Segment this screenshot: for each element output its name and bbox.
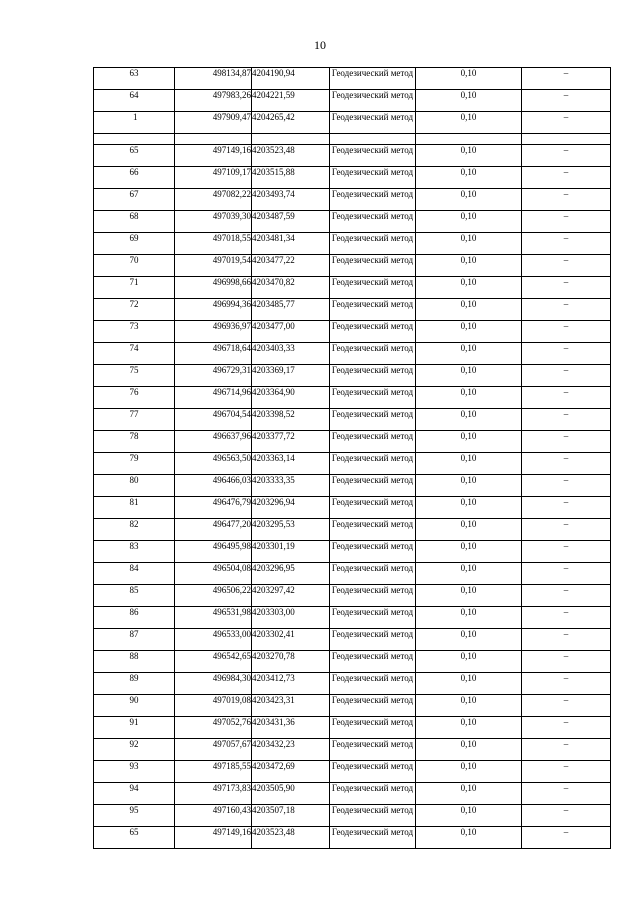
table-row xyxy=(94,409,611,431)
table-row xyxy=(94,673,611,695)
table-spacer-row xyxy=(94,134,611,145)
x-coordinate-cell: 496495,98 xyxy=(175,541,252,563)
point-number-cell: 64 xyxy=(94,90,175,112)
x-coordinate-cell: 497019,54 xyxy=(175,255,252,277)
x-coordinate-cell: 496466,03 xyxy=(175,475,252,497)
y-coordinate-cell: 4203472,69 xyxy=(252,761,330,783)
x-coordinate-cell: 496504,08 xyxy=(175,563,252,585)
coordinates-table-body xyxy=(94,68,611,849)
description-cell: – xyxy=(522,112,611,134)
method-cell: Геодезический метод xyxy=(330,365,416,387)
precision-cell: 0,10 xyxy=(416,145,522,167)
table-row xyxy=(94,189,611,211)
y-coordinate-cell: 4203470,82 xyxy=(252,277,330,299)
point-number-cell: 89 xyxy=(94,673,175,695)
x-coordinate-cell: 496718,64 xyxy=(175,343,252,365)
table-row xyxy=(94,739,611,761)
point-number-cell: 70 xyxy=(94,255,175,277)
description-cell: – xyxy=(522,563,611,585)
precision-cell: 0,10 xyxy=(416,365,522,387)
y-coordinate-cell: 4203423,31 xyxy=(252,695,330,717)
precision-cell: 0,10 xyxy=(416,717,522,739)
x-coordinate-cell: 496476,79 xyxy=(175,497,252,519)
point-number-cell: 74 xyxy=(94,343,175,365)
precision-cell: 0,10 xyxy=(416,563,522,585)
x-coordinate-cell: 498134,87 xyxy=(175,68,252,90)
precision-cell: 0,10 xyxy=(416,783,522,805)
empty-cell xyxy=(94,134,175,145)
table-row xyxy=(94,387,611,409)
description-cell: – xyxy=(522,783,611,805)
point-number-cell: 86 xyxy=(94,607,175,629)
empty-cell xyxy=(522,134,611,145)
y-coordinate-cell: 4203477,00 xyxy=(252,321,330,343)
description-cell: – xyxy=(522,255,611,277)
point-number-cell: 75 xyxy=(94,365,175,387)
description-cell: – xyxy=(522,453,611,475)
point-number-cell: 69 xyxy=(94,233,175,255)
y-coordinate-cell: 4203523,48 xyxy=(252,145,330,167)
precision-cell: 0,10 xyxy=(416,475,522,497)
precision-cell: 0,10 xyxy=(416,68,522,90)
x-coordinate-cell: 497149,16 xyxy=(175,145,252,167)
point-number-cell: 87 xyxy=(94,629,175,651)
empty-cell xyxy=(175,134,252,145)
table-row xyxy=(94,827,611,849)
point-number-cell: 73 xyxy=(94,321,175,343)
table-row xyxy=(94,629,611,651)
method-cell: Геодезический метод xyxy=(330,255,416,277)
empty-cell xyxy=(252,134,330,145)
description-cell: – xyxy=(522,167,611,189)
x-coordinate-cell: 496729,31 xyxy=(175,365,252,387)
x-coordinate-cell: 496984,30 xyxy=(175,673,252,695)
y-coordinate-cell: 4203481,34 xyxy=(252,233,330,255)
description-cell: – xyxy=(522,431,611,453)
method-cell: Геодезический метод xyxy=(330,321,416,343)
description-cell: – xyxy=(522,233,611,255)
method-cell: Геодезический метод xyxy=(330,90,416,112)
precision-cell: 0,10 xyxy=(416,277,522,299)
table-row xyxy=(94,607,611,629)
y-coordinate-cell: 4203302,41 xyxy=(252,629,330,651)
point-number-cell: 67 xyxy=(94,189,175,211)
method-cell: Геодезический метод xyxy=(330,717,416,739)
empty-cell xyxy=(416,134,522,145)
point-number-cell: 80 xyxy=(94,475,175,497)
method-cell: Геодезический метод xyxy=(330,805,416,827)
y-coordinate-cell: 4203523,48 xyxy=(252,827,330,849)
x-coordinate-cell: 496477,20 xyxy=(175,519,252,541)
x-coordinate-cell: 497149,16 xyxy=(175,827,252,849)
y-coordinate-cell: 4203485,77 xyxy=(252,299,330,321)
table-row xyxy=(94,453,611,475)
table-row xyxy=(94,431,611,453)
description-cell: – xyxy=(522,387,611,409)
empty-cell xyxy=(330,134,416,145)
table-row xyxy=(94,145,611,167)
table-row xyxy=(94,90,611,112)
point-number-cell: 84 xyxy=(94,563,175,585)
method-cell: Геодезический метод xyxy=(330,387,416,409)
description-cell: – xyxy=(522,717,611,739)
precision-cell: 0,10 xyxy=(416,321,522,343)
table-row xyxy=(94,167,611,189)
method-cell: Геодезический метод xyxy=(330,189,416,211)
precision-cell: 0,10 xyxy=(416,695,522,717)
table-row xyxy=(94,805,611,827)
coordinates-table xyxy=(93,67,611,849)
point-number-cell: 63 xyxy=(94,68,175,90)
x-coordinate-cell: 496563,50 xyxy=(175,453,252,475)
precision-cell: 0,10 xyxy=(416,453,522,475)
point-number-cell: 77 xyxy=(94,409,175,431)
point-number-cell: 90 xyxy=(94,695,175,717)
description-cell: – xyxy=(522,365,611,387)
y-coordinate-cell: 4203363,14 xyxy=(252,453,330,475)
point-number-cell: 95 xyxy=(94,805,175,827)
y-coordinate-cell: 4203403,33 xyxy=(252,343,330,365)
method-cell: Геодезический метод xyxy=(330,299,416,321)
point-number-cell: 92 xyxy=(94,739,175,761)
precision-cell: 0,10 xyxy=(416,189,522,211)
method-cell: Геодезический метод xyxy=(330,629,416,651)
y-coordinate-cell: 4203297,42 xyxy=(252,585,330,607)
x-coordinate-cell: 497909,47 xyxy=(175,112,252,134)
y-coordinate-cell: 4203303,00 xyxy=(252,607,330,629)
description-cell: – xyxy=(522,497,611,519)
description-cell: – xyxy=(522,541,611,563)
y-coordinate-cell: 4203369,17 xyxy=(252,365,330,387)
description-cell: – xyxy=(522,761,611,783)
point-number-cell: 79 xyxy=(94,453,175,475)
method-cell: Геодезический метод xyxy=(330,277,416,299)
precision-cell: 0,10 xyxy=(416,255,522,277)
point-number-cell: 72 xyxy=(94,299,175,321)
method-cell: Геодезический метод xyxy=(330,211,416,233)
y-coordinate-cell: 4203296,94 xyxy=(252,497,330,519)
x-coordinate-cell: 496714,96 xyxy=(175,387,252,409)
table-row xyxy=(94,255,611,277)
table-row xyxy=(94,563,611,585)
description-cell: – xyxy=(522,475,611,497)
precision-cell: 0,10 xyxy=(416,805,522,827)
x-coordinate-cell: 497983,26 xyxy=(175,90,252,112)
table-row xyxy=(94,233,611,255)
description-cell: – xyxy=(522,321,611,343)
y-coordinate-cell: 4203364,90 xyxy=(252,387,330,409)
table-row xyxy=(94,112,611,134)
x-coordinate-cell: 497160,43 xyxy=(175,805,252,827)
table-row xyxy=(94,585,611,607)
point-number-cell: 93 xyxy=(94,761,175,783)
y-coordinate-cell: 4203270,78 xyxy=(252,651,330,673)
precision-cell: 0,10 xyxy=(416,629,522,651)
method-cell: Геодезический метод xyxy=(330,651,416,673)
table-row xyxy=(94,211,611,233)
description-cell: – xyxy=(522,68,611,90)
y-coordinate-cell: 4204221,59 xyxy=(252,90,330,112)
precision-cell: 0,10 xyxy=(416,343,522,365)
description-cell: – xyxy=(522,211,611,233)
description-cell: – xyxy=(522,299,611,321)
method-cell: Геодезический метод xyxy=(330,475,416,497)
precision-cell: 0,10 xyxy=(416,541,522,563)
method-cell: Геодезический метод xyxy=(330,112,416,134)
precision-cell: 0,10 xyxy=(416,233,522,255)
precision-cell: 0,10 xyxy=(416,673,522,695)
y-coordinate-cell: 4203296,95 xyxy=(252,563,330,585)
y-coordinate-cell: 4203377,72 xyxy=(252,431,330,453)
x-coordinate-cell: 497018,55 xyxy=(175,233,252,255)
method-cell: Геодезический метод xyxy=(330,541,416,563)
x-coordinate-cell: 496506,22 xyxy=(175,585,252,607)
method-cell: Геодезический метод xyxy=(330,343,416,365)
x-coordinate-cell: 496704,54 xyxy=(175,409,252,431)
table-row xyxy=(94,475,611,497)
method-cell: Геодезический метод xyxy=(330,695,416,717)
point-number-cell: 71 xyxy=(94,277,175,299)
point-number-cell: 94 xyxy=(94,783,175,805)
x-coordinate-cell: 497057,67 xyxy=(175,739,252,761)
method-cell: Геодезический метод xyxy=(330,607,416,629)
precision-cell: 0,10 xyxy=(416,651,522,673)
precision-cell: 0,10 xyxy=(416,827,522,849)
y-coordinate-cell: 4203295,53 xyxy=(252,519,330,541)
x-coordinate-cell: 497173,83 xyxy=(175,783,252,805)
table-row xyxy=(94,497,611,519)
method-cell: Геодезический метод xyxy=(330,68,416,90)
description-cell: – xyxy=(522,629,611,651)
table-row xyxy=(94,761,611,783)
y-coordinate-cell: 4203431,36 xyxy=(252,717,330,739)
method-cell: Геодезический метод xyxy=(330,519,416,541)
y-coordinate-cell: 4203333,35 xyxy=(252,475,330,497)
precision-cell: 0,10 xyxy=(416,211,522,233)
method-cell: Геодезический метод xyxy=(330,563,416,585)
y-coordinate-cell: 4203505,90 xyxy=(252,783,330,805)
description-cell: – xyxy=(522,409,611,431)
description-cell: – xyxy=(522,90,611,112)
point-number-cell: 65 xyxy=(94,145,175,167)
x-coordinate-cell: 496531,98 xyxy=(175,607,252,629)
y-coordinate-cell: 4203507,18 xyxy=(252,805,330,827)
x-coordinate-cell: 496936,97 xyxy=(175,321,252,343)
precision-cell: 0,10 xyxy=(416,761,522,783)
method-cell: Геодезический метод xyxy=(330,453,416,475)
table-row xyxy=(94,299,611,321)
method-cell: Геодезический метод xyxy=(330,431,416,453)
table-row xyxy=(94,321,611,343)
x-coordinate-cell: 496998,66 xyxy=(175,277,252,299)
y-coordinate-cell: 4203412,73 xyxy=(252,673,330,695)
point-number-cell: 83 xyxy=(94,541,175,563)
description-cell: – xyxy=(522,585,611,607)
table-row xyxy=(94,365,611,387)
description-cell: – xyxy=(522,673,611,695)
method-cell: Геодезический метод xyxy=(330,761,416,783)
method-cell: Геодезический метод xyxy=(330,497,416,519)
table-row xyxy=(94,541,611,563)
y-coordinate-cell: 4203301,19 xyxy=(252,541,330,563)
x-coordinate-cell: 496994,36 xyxy=(175,299,252,321)
y-coordinate-cell: 4203398,52 xyxy=(252,409,330,431)
method-cell: Геодезический метод xyxy=(330,783,416,805)
precision-cell: 0,10 xyxy=(416,431,522,453)
table-row xyxy=(94,277,611,299)
x-coordinate-cell: 497185,55 xyxy=(175,761,252,783)
precision-cell: 0,10 xyxy=(416,387,522,409)
method-cell: Геодезический метод xyxy=(330,585,416,607)
method-cell: Геодезический метод xyxy=(330,409,416,431)
method-cell: Геодезический метод xyxy=(330,739,416,761)
precision-cell: 0,10 xyxy=(416,585,522,607)
method-cell: Геодезический метод xyxy=(330,233,416,255)
y-coordinate-cell: 4204265,42 xyxy=(252,112,330,134)
description-cell: – xyxy=(522,145,611,167)
x-coordinate-cell: 497052,76 xyxy=(175,717,252,739)
x-coordinate-cell: 497019,08 xyxy=(175,695,252,717)
x-coordinate-cell: 496637,96 xyxy=(175,431,252,453)
point-number-cell: 81 xyxy=(94,497,175,519)
precision-cell: 0,10 xyxy=(416,409,522,431)
point-number-cell: 91 xyxy=(94,717,175,739)
method-cell: Геодезический метод xyxy=(330,167,416,189)
description-cell: – xyxy=(522,739,611,761)
description-cell: – xyxy=(522,651,611,673)
description-cell: – xyxy=(522,695,611,717)
y-coordinate-cell: 4203477,22 xyxy=(252,255,330,277)
y-coordinate-cell: 4203432,23 xyxy=(252,739,330,761)
y-coordinate-cell: 4203493,74 xyxy=(252,189,330,211)
point-number-cell: 1 xyxy=(94,112,175,134)
y-coordinate-cell: 4203487,59 xyxy=(252,211,330,233)
description-cell: – xyxy=(522,607,611,629)
point-number-cell: 66 xyxy=(94,167,175,189)
point-number-cell: 88 xyxy=(94,651,175,673)
table-row xyxy=(94,783,611,805)
description-cell: – xyxy=(522,277,611,299)
point-number-cell: 85 xyxy=(94,585,175,607)
precision-cell: 0,10 xyxy=(416,299,522,321)
table-row xyxy=(94,343,611,365)
page-number: 10 xyxy=(314,38,326,52)
method-cell: Геодезический метод xyxy=(330,673,416,695)
y-coordinate-cell: 4204190,94 xyxy=(252,68,330,90)
table-row xyxy=(94,695,611,717)
x-coordinate-cell: 497082,22 xyxy=(175,189,252,211)
precision-cell: 0,10 xyxy=(416,112,522,134)
table-row xyxy=(94,717,611,739)
x-coordinate-cell: 497039,30 xyxy=(175,211,252,233)
point-number-cell: 76 xyxy=(94,387,175,409)
x-coordinate-cell: 496533,00 xyxy=(175,629,252,651)
y-coordinate-cell: 4203515,88 xyxy=(252,167,330,189)
point-number-cell: 82 xyxy=(94,519,175,541)
description-cell: – xyxy=(522,827,611,849)
description-cell: – xyxy=(522,519,611,541)
precision-cell: 0,10 xyxy=(416,519,522,541)
description-cell: – xyxy=(522,343,611,365)
precision-cell: 0,10 xyxy=(416,167,522,189)
table-row xyxy=(94,519,611,541)
x-coordinate-cell: 496542,65 xyxy=(175,651,252,673)
table-row xyxy=(94,651,611,673)
method-cell: Геодезический метод xyxy=(330,145,416,167)
x-coordinate-cell: 497109,17 xyxy=(175,167,252,189)
precision-cell: 0,10 xyxy=(416,497,522,519)
precision-cell: 0,10 xyxy=(416,739,522,761)
precision-cell: 0,10 xyxy=(416,607,522,629)
table-row xyxy=(94,68,611,90)
method-cell: Геодезический метод xyxy=(330,827,416,849)
point-number-cell: 65 xyxy=(94,827,175,849)
description-cell: – xyxy=(522,805,611,827)
point-number-cell: 78 xyxy=(94,431,175,453)
precision-cell: 0,10 xyxy=(416,90,522,112)
description-cell: – xyxy=(522,189,611,211)
point-number-cell: 68 xyxy=(94,211,175,233)
